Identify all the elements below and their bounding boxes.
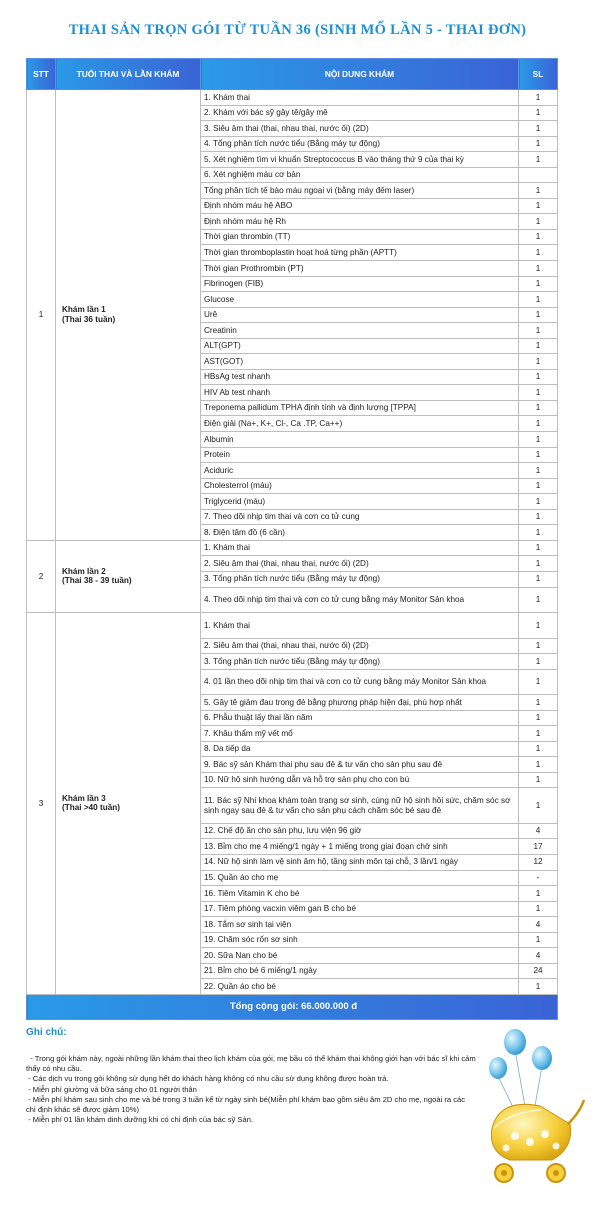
qty-cell: 1 <box>519 556 558 572</box>
note-line: - Các dịch vụ trong gói không sử dụng hết do khách hàng không có nhu cầu sử dụng không được hoàn trả. <box>26 1074 389 1084</box>
qty-cell: 1 <box>519 638 558 654</box>
content-cell: 14. Nữ hộ sinh làm vệ sinh âm hộ, tầng sinh môn tại chỗ, 3 lần/1 ngày <box>201 854 519 870</box>
qty-cell: 1 <box>519 136 558 152</box>
qty-cell: 1 <box>519 478 558 494</box>
qty-cell: 1 <box>519 105 558 121</box>
qty-cell: 1 <box>519 886 558 902</box>
visit-label: Khám lần 1 <box>62 305 106 315</box>
content-cell: Fibrinogen (FIB) <box>201 276 519 292</box>
content-cell: 3. Siêu âm thai (thai, nhau thai, nước ối) (2D) <box>201 121 519 137</box>
content-cell: 4. Tổng phân tích nước tiểu (Bằng máy tự động) <box>201 136 519 152</box>
content-cell: Creatinin <box>201 323 519 339</box>
qty-cell: 1 <box>519 214 558 230</box>
table-row <box>27 613 558 639</box>
content-cell: 1. Khám thai <box>201 613 519 639</box>
qty-cell: 1 <box>519 354 558 370</box>
note-line: - Miễn phí 01 lần khám dinh dưỡng khi có chỉ định của bác sỹ Sản. <box>26 1115 254 1125</box>
content-cell: 1. Khám thai <box>201 90 519 106</box>
content-cell: 7. Khâu thẩm mỹ vết mổ <box>201 726 519 742</box>
qty-cell: 1 <box>519 463 558 479</box>
qty-cell: 1 <box>519 261 558 277</box>
qty-cell: 1 <box>519 710 558 726</box>
qty-cell: 1 <box>519 494 558 510</box>
content-cell: Cholesterrol (máu) <box>201 478 519 494</box>
content-cell: 3. Tổng phân tích nước tiểu (Bằng máy tự động) <box>201 654 519 670</box>
qty-cell: 1 <box>519 198 558 214</box>
qty-cell: 12 <box>519 854 558 870</box>
qty-cell: 1 <box>519 695 558 711</box>
note-line: - Trong gói khám này, ngoài những lần khám thai theo lịch khám của gói, mẹ bầu có thể khám thai không giới hạn với bác sĩ khi cảm thấy có nhu cầu. <box>26 1054 478 1074</box>
content-cell: Định nhóm máu hệ ABO <box>201 198 519 214</box>
qty-cell: 1 <box>519 669 558 695</box>
content-cell: 2. Siêu âm thai (thai, nhau thai, nước ối) (2D) <box>201 638 519 654</box>
col-header-qty: SL <box>519 59 558 90</box>
table-row <box>27 540 558 556</box>
content-cell: 4. Theo dõi nhịp tim thai và cơn co tử cung bằng máy Monitor Sản khoa <box>201 587 519 613</box>
qty-cell: 1 <box>519 152 558 168</box>
content-cell: 10. Nữ hộ sinh hướng dẫn và hỗ trợ sản phụ cho con bú <box>201 772 519 788</box>
note-line: - Miễn phí khám sau sinh cho mẹ và bé trong 3 tuần kể từ ngày sinh bé(Miễn phí khám bao gồm siêu âm 2D cho mẹ, ngoài ra các chỉ định khác sẽ được giảm 10%) <box>26 1094 468 1115</box>
content-cell: ALT(GPT) <box>201 338 519 354</box>
qty-cell: 1 <box>519 385 558 401</box>
content-cell: 9. Bác sỹ sản Khám thai phụ sau đẻ & tư vấn cho sản phụ sau đẻ <box>201 757 519 773</box>
qty-cell: 1 <box>519 901 558 917</box>
content-cell: Aciduric <box>201 463 519 479</box>
content-cell: Định nhóm máu hệ Rh <box>201 214 519 230</box>
content-cell: 4. 01 lần theo dõi nhịp tim thai và cơn co tử cung bằng máy Monitor Sản khoa <box>201 669 519 695</box>
content-cell: 2. Siêu âm thai (thai, nhau thai, nước ối) (2D) <box>201 556 519 572</box>
content-cell: 8. Điện tâm đồ (6 cần) <box>201 525 519 541</box>
content-cell: 22. Quần áo cho bé <box>201 979 519 995</box>
content-cell: Albumin <box>201 432 519 448</box>
content-cell: HIV Ab test nhanh <box>201 385 519 401</box>
qty-cell: 1 <box>519 509 558 525</box>
qty-cell: 1 <box>519 292 558 308</box>
content-cell: Thời gian thromboplastin hoạt hoá từng phần (APTT) <box>201 245 519 261</box>
page-title: THAI SẢN TRỌN GÓI TỪ TUẦN 36 (SINH MỔ LẦN 5 - THAI ĐƠN) <box>68 22 527 38</box>
qty-cell: 1 <box>519 540 558 556</box>
qty-cell: 1 <box>519 183 558 199</box>
visit-gestation: (Thai 36 tuần) <box>62 314 116 324</box>
col-header-content: NỘI DUNG KHÁM <box>201 59 519 90</box>
visit-cell <box>56 540 201 612</box>
content-cell: 2. Khám với bác sỹ gây tê/gây mê <box>201 105 519 121</box>
content-cell: Điện giải (Na+, K+, Cl-, Ca .TP, Ca++) <box>201 416 519 432</box>
qty-cell: 4 <box>519 823 558 839</box>
qty-cell: 1 <box>519 121 558 137</box>
total-price: Tổng cộng gói: 66.000.000 đ <box>27 994 558 1019</box>
qty-cell: 1 <box>519 571 558 587</box>
visit-label: Khám lần 3 <box>62 793 106 803</box>
qty-cell: 1 <box>519 788 558 824</box>
qty-cell: 1 <box>519 369 558 385</box>
col-header-stt: STT <box>27 59 56 90</box>
content-cell: 16. Tiêm Vitamin K cho bé <box>201 886 519 902</box>
visit-gestation: (Thai 38 - 39 tuần) <box>62 576 132 586</box>
content-cell: Tổng phân tích tế bào máu ngoại vi (bằng máy đếm laser) <box>201 183 519 199</box>
content-cell: Triglycerid (máu) <box>201 494 519 510</box>
qty-cell: 1 <box>519 741 558 757</box>
col-header-visit: TUỔI THAI VÀ LẦN KHÁM <box>56 59 201 90</box>
visit-cell <box>56 90 201 541</box>
qty-cell: 1 <box>519 654 558 670</box>
content-cell: 18. Tắm sơ sinh tại viện <box>201 917 519 933</box>
content-cell: Thời gian Prothrombin (PT) <box>201 261 519 277</box>
stt-cell: 1 <box>27 90 56 541</box>
content-cell: 7. Theo dõi nhịp tim thai và cơn co tử cung <box>201 509 519 525</box>
baby-stroller-balloons-icon <box>470 1028 590 1188</box>
qty-cell: 1 <box>519 932 558 948</box>
content-cell: 13. Bỉm cho mẹ 4 miếng/1 ngày + 1 miếng trong giai đoạn chờ sinh <box>201 839 519 855</box>
content-cell: 11. Bác sỹ Nhi khoa khám toàn trạng sơ sinh, cùng nữ hộ sinh hồi sức, chăm sóc sơ sinh ngay sau đẻ & tư vấn cho sản phụ cách chăm sóc bé sau đẻ <box>201 788 519 824</box>
qty-cell: 1 <box>519 772 558 788</box>
visit-gestation: (Thai >40 tuần) <box>62 803 121 813</box>
qty-cell: - <box>519 870 558 886</box>
content-cell: 17. Tiêm phòng vacxin viêm gan B cho bé <box>201 901 519 917</box>
content-cell: Thời gian thrombin (TT) <box>201 229 519 245</box>
qty-cell: 1 <box>519 726 558 742</box>
content-cell: 1. Khám thai <box>201 540 519 556</box>
table-header-row <box>27 59 558 90</box>
stt-cell: 2 <box>27 540 56 612</box>
content-cell: 20. Sữa Nan cho bé <box>201 948 519 964</box>
table-row <box>27 90 558 106</box>
qty-cell: 1 <box>519 587 558 613</box>
qty-cell: 1 <box>519 338 558 354</box>
content-cell: Glucose <box>201 292 519 308</box>
content-cell: 21. Bỉm cho bé 6 miếng/1 ngày <box>201 963 519 979</box>
content-cell: Urê <box>201 307 519 323</box>
content-cell: 8. Da tiếp da <box>201 741 519 757</box>
notes-title: Ghi chú: <box>26 1027 67 1038</box>
qty-cell: 1 <box>519 323 558 339</box>
qty-cell: 17 <box>519 839 558 855</box>
content-cell: 15. Quần áo cho mẹ <box>201 870 519 886</box>
qty-cell: 1 <box>519 276 558 292</box>
qty-cell <box>519 167 558 183</box>
qty-cell: 1 <box>519 90 558 106</box>
content-cell: 5. Xét nghiệm tìm vi khuẩn Streptococcus B vào tháng thứ 9 của thai kỳ <box>201 152 519 168</box>
content-cell: Protein <box>201 447 519 463</box>
content-cell: HBsAg test nhanh <box>201 369 519 385</box>
qty-cell: 24 <box>519 963 558 979</box>
qty-cell: 1 <box>519 400 558 416</box>
package-table <box>26 58 558 1020</box>
qty-cell: 1 <box>519 432 558 448</box>
stt-cell: 3 <box>27 613 56 995</box>
qty-cell: 1 <box>519 525 558 541</box>
qty-cell: 1 <box>519 979 558 995</box>
qty-cell: 4 <box>519 948 558 964</box>
note-line: - Miễn phí giường và bữa sáng cho 01 người thân <box>26 1084 197 1094</box>
visit-label: Khám lần 2 <box>62 566 106 576</box>
qty-cell: 1 <box>519 307 558 323</box>
table-body <box>27 90 558 995</box>
notes-list <box>26 1054 476 1125</box>
content-cell: Treponema pallidum TPHA định tính và định lượng [TPPA] <box>201 400 519 416</box>
content-cell: 6. Phẫu thuật lấy thai lần năm <box>201 710 519 726</box>
qty-cell: 1 <box>519 416 558 432</box>
content-cell: 6. Xét nghiệm máu cơ bản <box>201 167 519 183</box>
qty-cell: 1 <box>519 757 558 773</box>
total-row <box>27 994 558 1019</box>
content-cell: AST(GOT) <box>201 354 519 370</box>
content-cell: 12. Chế độ ăn cho sản phụ, lưu viện 96 giờ <box>201 823 519 839</box>
qty-cell: 4 <box>519 917 558 933</box>
qty-cell: 1 <box>519 229 558 245</box>
qty-cell: 1 <box>519 245 558 261</box>
visit-cell <box>56 613 201 995</box>
content-cell: 5. Gây tê giảm đau trong đẻ bằng phương pháp hiện đại, phù hợp nhất <box>201 695 519 711</box>
content-cell: 3. Tổng phân tích nước tiểu (Bằng máy tự động) <box>201 571 519 587</box>
qty-cell: 1 <box>519 447 558 463</box>
content-cell: 19. Chăm sóc rốn sơ sinh <box>201 932 519 948</box>
qty-cell: 1 <box>519 613 558 639</box>
